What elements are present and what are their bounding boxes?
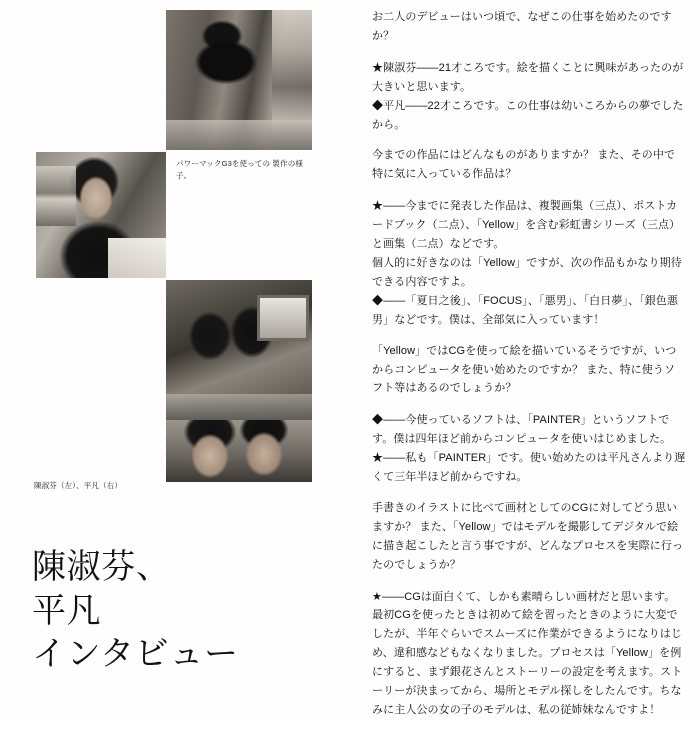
photo-column [0, 0, 340, 718]
photo-computer-work [166, 10, 312, 150]
photo-two-at-monitor [166, 280, 312, 420]
page-title-line-2: 平凡 [32, 592, 102, 630]
interview-text-line: お二人のデビューはいつ頃で、なぜこの仕事を始めたのですか？ [372, 11, 672, 42]
photo-two-at-monitor-floor [166, 394, 312, 420]
page-title-line-3: インタビュー [32, 636, 239, 674]
photo-couple-portrait-image [166, 420, 312, 482]
page-title-line-1: 陳淑芬、 [32, 549, 171, 586]
interview-text-line: ◆——今使っているソフトは、「PAINTER」というソフトです。僕は四年ほど前からコンピュータを使いはじめました。 [372, 414, 672, 446]
photo-couple-portrait [166, 420, 312, 482]
photo-woman-portrait [36, 152, 166, 278]
caption-photo-couple-portrait: 陳淑芬（左）、平凡（右） [34, 481, 123, 490]
interview-text-line: ★——私も「PAINTER」です。使い始めたのは平凡さんより遅くて三年半ほど前からですね。 [372, 452, 686, 484]
interview-question [372, 342, 686, 399]
interview-text-column [372, 8, 686, 732]
interview-answer [372, 197, 686, 329]
photo-woman-portrait-shelf [36, 166, 76, 226]
interview-text-line: 個人的に好きなのは「Yellow」ですが、次の作品もかなり期待できる内容ですよ。 [372, 256, 682, 288]
interview-text-line: ◆平凡——22才ころです。この仕事は幼いころからの夢でしたから。 [372, 99, 684, 131]
photo-woman-portrait-highlight [108, 238, 166, 278]
page-title [32, 546, 332, 677]
interview-text-line: 今までの作品にはどんなものがありますか？ また、その中で特に気に入っている作品は？ [372, 149, 676, 181]
photo-computer-work-desk [166, 120, 312, 150]
interview-text-line: 「Yellow」ではCGを使って絵を描いているそうですが、いつからコンピュータを使い始めたのですか？ また、特に使うソフト等はあるのでしょうか？ [372, 344, 677, 395]
caption-photo-computer-work: パワーマックG3を使っての 製作の様子。 [176, 159, 303, 180]
interview-answer [372, 588, 686, 720]
interview-question [372, 499, 686, 575]
interview-question [372, 8, 686, 46]
interview-answer [372, 411, 686, 487]
interview-text-line: 手書きのイラストに比べて画材としてのCGに対してどう思いますか？ また、「Yellow」ではモデルを撮影してデジタルで絵に描き起こしたと言う事ですが、どんなプロセスを実際に行ったのでしょうか？ [372, 501, 684, 571]
interview-text-line: ◆——「夏日之後」、「FOCUS」、「悪男」、「白日夢」、「銀色悪男」などです。僕は、全部気に入っています！ [372, 294, 679, 326]
interview-answer [372, 59, 686, 135]
interview-question [372, 146, 686, 184]
interview-text-line: ★——CGは面白くて、しかも素晴らしい画材だと思います。最初CGを使ったときは初めて絵を習ったときのように大変でしたが、半年ぐらいでスムーズに作業ができるようになりはじめ、違和感などもなくなりました。プロセスは「Yellow」を例にすると、まず銀花さんとストーリーの設定を考えます。ストーリーが決まってから、場所とモデル探しをしたんです。ちなみに主人公の女の子のモデルは、私の従姉妹なんですよ！ [372, 590, 683, 716]
interview-text-line: ★陳淑芬——21才ころです。絵を描くことに興味があったのが大きいと思います。 [372, 61, 684, 93]
interview-text-line: ★——今までに発表した作品は、複製画集（三点）、ポストカードブック（二点）、「Yellow」を含む彩虹書シリーズ（三点）と画集（二点）などです。 [372, 200, 681, 251]
photo-two-at-monitor-screen [260, 298, 306, 338]
